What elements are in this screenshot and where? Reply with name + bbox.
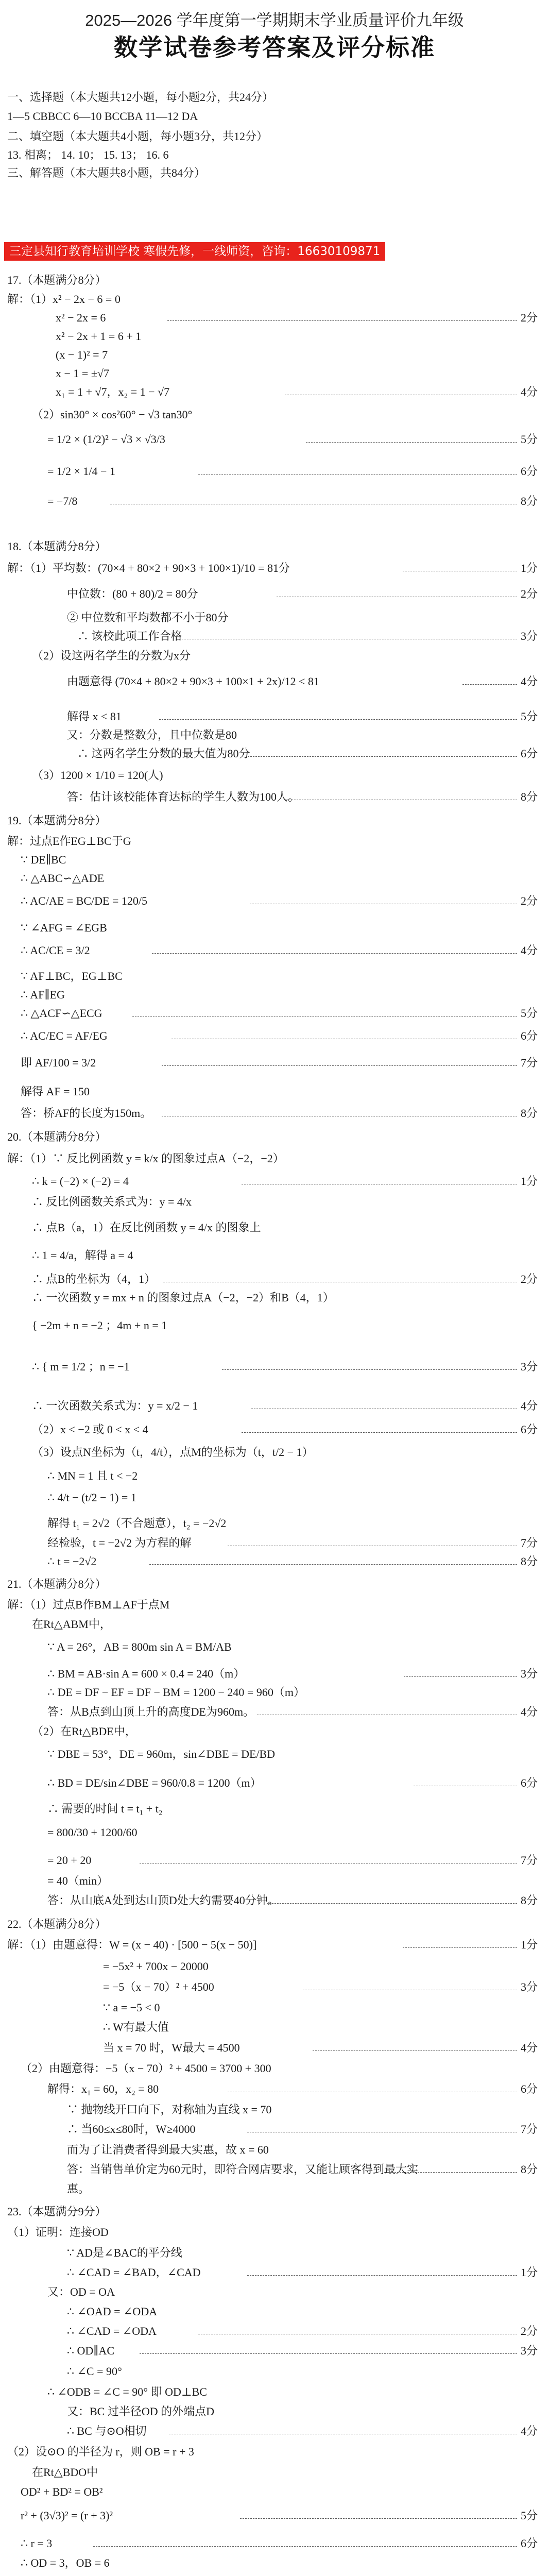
score-marker: 5分 [520, 2509, 538, 2522]
solution-line: （2）设这两名学生的分数为x分 [32, 649, 191, 662]
score-marker: 1分 [520, 562, 538, 574]
score-marker: 2分 [520, 1273, 538, 1285]
solution-line: ∵ DBE = 53°，DE = 960m，sin∠DBE = DE/BD [47, 1748, 276, 1760]
solution-line: ∴ ∠CAD = ∠BAD，∠CAD [67, 2266, 201, 2279]
dotted-leader [93, 2546, 517, 2547]
solution-line: 经检验，t = −2√2 为方程的解 [47, 1536, 192, 1549]
solution-line: ∴ MN = 1 且 t < −2 [47, 1469, 138, 1482]
score-marker: 8分 [520, 1555, 538, 1568]
dotted-leader [149, 1564, 517, 1565]
solution-line: （2）设⊙O 的半径为 r，则 OB = r + 3 [7, 2445, 194, 2458]
score-marker: 6分 [520, 1029, 538, 1042]
solution-line: ∴ 点B（a，1）在反比例函数 y = 4/x 的图象上 [32, 1221, 261, 1234]
score-marker: 3分 [520, 1980, 538, 1993]
score-marker: 6分 [520, 1423, 538, 1436]
solution-line: 23.（本题满分9分） [7, 2205, 107, 2218]
dotted-leader [159, 719, 517, 720]
solution-line: 答：估计该校能体育达标的学生人数为100人。 [67, 790, 300, 803]
solution-line: 解得 t₁ = 2√2（不合题意），t₂ = −2√2 [47, 1517, 227, 1530]
score-marker: 1分 [520, 2266, 538, 2279]
solution-line: ∴ AC/CE = 3/2 [21, 944, 90, 957]
score-marker: 3分 [520, 1360, 538, 1373]
score-marker: 2分 [520, 311, 538, 324]
score-marker: 2分 [520, 587, 538, 600]
score-marker: 6分 [520, 2537, 538, 2550]
solution-line: ∴ △ACF∽△ECG [21, 1007, 102, 1020]
solution-line: x² − 2x = 6 [56, 311, 106, 324]
solution-line: { −2m + n = −2 ；4m + n = 1 [32, 1319, 167, 1332]
solution-line: 惠。 [67, 2182, 90, 2195]
solution-line: ∴ AF∥EG [21, 988, 65, 1001]
solution-line: 13. 相离； 14. 10； 15. 13； 16. 6 [7, 148, 169, 161]
solution-line: = 1/2 × (1/2)² − √3 × √3/3 [47, 433, 165, 446]
solution-line: ∴ { m = 1/2 ；n = −1 [32, 1360, 130, 1373]
score-marker: 4分 [520, 2425, 538, 2437]
solution-line: （3）1200 × 1/10 = 120(人) [32, 769, 163, 782]
solution-line: = 1/2 × 1/4 − 1 [47, 465, 115, 478]
solution-line: （3）设点N坐标为（t，4/t），点M的坐标为（t，t/2 − 1） [32, 1446, 314, 1459]
solution-line: 答：当销售单价定为60元时，即符合网店要求，又能让顾客得到最大实 [67, 2163, 419, 2176]
solution-line: ∵ a = −5 < 0 [103, 2001, 160, 2014]
solution-line: 解得 x < 81 [67, 710, 122, 723]
solution-line: ∴ BD = DE/sin∠DBE = 960/0.8 = 1200（m） [47, 1776, 262, 1789]
solution-line: = 20 + 20 [47, 1854, 92, 1867]
solution-line: ∴ 当60≤x≤80时，W≥4000 [67, 2123, 196, 2136]
score-marker: 7分 [520, 1854, 538, 1867]
dotted-leader [306, 442, 517, 443]
solution-line: ∴ ∠C = 90° [67, 2365, 122, 2378]
solution-line: ∵ AF⊥BC，EG⊥BC [21, 970, 123, 982]
solution-line: 在Rt△ABM中， [32, 1618, 111, 1631]
solution-line: ∴ OD∥AC [67, 2344, 114, 2357]
dotted-leader [384, 2172, 517, 2173]
solution-line: 解：（1）x² − 2x − 6 = 0 [7, 293, 121, 306]
solution-line: = −5x² + 700x − 20000 [103, 1960, 209, 1973]
dotted-leader [462, 684, 517, 685]
solution-line: 19.（本题满分8分） [7, 814, 107, 827]
solution-line: 当 x = 70 时，W最大 = 4500 [103, 2041, 240, 2054]
solution-line: ∴ 4/t − (t/2 − 1) = 1 [47, 1491, 136, 1504]
solution-line: ∴ 该校此项工作合格 [77, 630, 182, 642]
solution-line: 答：从B点到山顶上升的高度DE为960m。 [47, 1705, 255, 1718]
solution-line: ∴ k = (−2) × (−2) = 4 [32, 1175, 129, 1188]
solution-line: = 800/30 + 1200/60 [47, 1826, 138, 1839]
solution-line: ∵ A = 26°，AB = 800m sin A = BM/AB [47, 1640, 232, 1653]
solution-line: 中位数：(80 + 80)/2 = 80分 [67, 587, 198, 600]
dotted-leader [247, 2275, 517, 2276]
solution-line: x₁ = 1 + √7，x₂ = 1 − √7 [56, 385, 170, 398]
score-marker: 4分 [520, 385, 538, 398]
dotted-leader [267, 1903, 517, 1904]
solution-line: 又：BC 过半径OD 的外端点D [67, 2405, 215, 2418]
dotted-leader [242, 1432, 517, 1433]
solution-line: ∵ 抛物线开口向下，对称轴为直线 x = 70 [67, 2103, 272, 2116]
solution-line: ∵ ∠AFG = ∠EGB [21, 921, 107, 934]
solution-line: ∴ r = 3 [21, 2537, 53, 2550]
solution-line: 在Rt△BDO中 [32, 2466, 98, 2479]
solution-line: ∴ ∠ODB = ∠C = 90° 即 OD⊥BC [47, 2385, 207, 2398]
solution-line: x − 1 = ±√7 [56, 367, 109, 380]
solution-line: 解：过点E作EG⊥BC于G [7, 835, 131, 848]
solution-line: 而为了让消费者得到最大实惠，故 x = 60 [67, 2143, 269, 2156]
score-marker: 3分 [520, 630, 538, 642]
dotted-leader [248, 756, 517, 757]
solution-line: ∴ OD = 3，OB = 6 [21, 2556, 110, 2569]
solution-line: = −5（x − 70）² + 4500 [103, 1980, 214, 1993]
solution-line: ∴ BC 与⊙O相切 [67, 2425, 147, 2437]
score-marker: 3分 [520, 1667, 538, 1680]
solution-line: 即 AF/100 = 3/2 [21, 1056, 96, 1069]
dotted-leader [152, 953, 517, 954]
solution-line: ∴ 反比例函数关系式为：y = 4/x [32, 1195, 192, 1208]
solution-line: ∴ 一次函数 y = mx + n 的图象过点A（−2，−2）和B（4，1） [32, 1291, 334, 1304]
solution-line: 三、解答题（本大题共8小题，共84分） [7, 166, 206, 179]
score-marker: 4分 [520, 1705, 538, 1718]
solution-line: 由题意得 (70×4 + 80×2 + 90×3 + 100×1 + 2x)/12 < 81 [67, 675, 319, 688]
solution-line: 22.（本题满分8分） [7, 1918, 107, 1930]
solution-line: 又：OD = OA [47, 2285, 115, 2298]
solution-line: （2）sin30° × cos²60° − √3 tan30° [32, 408, 193, 421]
solution-line: 17.（本题满分8分） [7, 274, 107, 286]
solution-line: 一、选择题（本大题共12小题，每小题2分，共24分） [7, 91, 274, 104]
score-marker: 7分 [520, 1056, 538, 1069]
solution-line: ∴ BM = AB·sin A = 600 × 0.4 = 240（m） [47, 1667, 245, 1680]
score-marker: 1分 [520, 1175, 538, 1188]
solution-line: （1）证明：连接OD [7, 2226, 109, 2239]
solution-line: 答：从山底A处到达山顶D处大约需要40分钟。 [47, 1894, 279, 1907]
score-marker: 2分 [520, 2325, 538, 2337]
solution-line: ∴ W有最大值 [103, 2021, 169, 2033]
solution-line: 解：（1）过点B作BM⊥AF于点M [7, 1598, 170, 1611]
score-marker: 6分 [520, 2082, 538, 2095]
solution-line: 解得 AF = 150 [21, 1085, 90, 1098]
solution-line: ∴ 点B的坐标为（4，1） [32, 1273, 156, 1285]
solution-line: ∴ AC/EC = AF/EG [21, 1029, 108, 1042]
score-marker: 5分 [520, 433, 538, 446]
solution-line: = 40（min） [47, 1874, 109, 1887]
promo-banner: 三定县知行教育培训学校 寒假先修，一线师资，咨询：16630109871 [4, 242, 385, 261]
score-marker: 6分 [520, 1776, 538, 1789]
dotted-leader [162, 1065, 517, 1066]
score-marker: 3分 [520, 2344, 538, 2357]
solution-line: （2）x < −2 或 0 < x < 4 [32, 1423, 148, 1436]
solution-line: 解：（1）∵ 反比例函数 y = k/x 的图象过点A（−2，−2） [7, 1152, 284, 1165]
score-marker: 4分 [520, 1399, 538, 1412]
solution-line: 解：（1）平均数：(70×4 + 80×2 + 90×3 + 100×1)/10 = 81分 [7, 562, 290, 574]
score-marker: 1分 [520, 1938, 538, 1951]
solution-line: ∵ DE∥BC [21, 853, 66, 866]
solution-line: x² − 2x + 1 = 6 + 1 [56, 330, 142, 343]
solution-line: 21.（本题满分8分） [7, 1578, 107, 1590]
score-marker: 2分 [520, 894, 538, 907]
solution-line: OD² + BD² = OB² [21, 2485, 103, 2498]
solution-line: 解得：x₁ = 60，x₂ = 80 [47, 2082, 159, 2095]
solution-line: r² + (3√3)² = (r + 3)² [21, 2509, 113, 2522]
score-marker: 5分 [520, 1007, 538, 1020]
exam-term-title: 2025—2026 学年度第一学期期末学业质量评价九年级 [85, 11, 464, 29]
solution-line: ∴ 需要的时间 t = t₁ + t₂ [47, 1802, 163, 1815]
score-marker: 7分 [520, 2123, 538, 2136]
solution-line: （2）由题意得：−5（x − 70）² + 4500 = 3700 + 300 [21, 2062, 271, 2075]
dotted-leader [404, 1676, 517, 1677]
score-marker: 8分 [520, 495, 538, 507]
solution-line: （2）在Rt△BDE中， [32, 1725, 136, 1738]
score-marker: 7分 [520, 1536, 538, 1549]
score-marker: 4分 [520, 675, 538, 688]
score-marker: 6分 [520, 747, 538, 760]
document-title: 数学试卷参考答案及评分标准 [114, 33, 435, 61]
score-marker: 8分 [520, 2163, 538, 2176]
score-marker: 6分 [520, 465, 538, 478]
solution-line: ∴ ∠CAD = ∠ODA [67, 2325, 157, 2337]
solution-line: ∴ AC/AE = BC/DE = 120/5 [21, 894, 147, 907]
solution-line: 1—5 CBBCC 6—10 BCCBA 11—12 DA [7, 110, 198, 123]
dotted-leader [240, 2518, 517, 2519]
solution-line: ② 中位数和平均数都不小于80分 [67, 611, 229, 624]
solution-line: 又：分数是整数分，且中位数是80 [67, 728, 237, 741]
solution-line: = −7/8 [47, 495, 78, 507]
solution-line: ∴ 1 = 4/a，解得 a = 4 [32, 1249, 133, 1262]
score-marker: 5分 [520, 710, 538, 723]
dotted-leader [313, 2050, 517, 2051]
solution-line: 解：（1）由题意得：W = (x − 40) · [500 − 5(x − 50)] [7, 1938, 257, 1951]
solution-line: 20.（本题满分8分） [7, 1130, 107, 1143]
dotted-leader [222, 1369, 517, 1370]
solution-line: ∴ ∠OAD = ∠ODA [67, 2305, 158, 2318]
score-marker: 8分 [520, 1107, 538, 1120]
dotted-leader [167, 320, 517, 321]
score-marker: 4分 [520, 944, 538, 957]
solution-line: ∵ AD是∠BAC的平分线 [67, 2246, 182, 2259]
solution-line: 二、填空题（本大题共4小题，每小题3分，共12分） [7, 130, 268, 143]
dotted-leader [403, 1947, 517, 1948]
dotted-leader [140, 2353, 517, 2354]
solution-line: ∴ 一次函数关系式为：y = x/2 − 1 [32, 1399, 198, 1412]
solution-line: ∴ △ABC∽△ADE [21, 872, 105, 885]
solution-line: (x − 1)² = 7 [56, 348, 108, 361]
solution-line: 答：桥AF的长度为150m。 [21, 1107, 152, 1120]
score-marker: 8分 [520, 790, 538, 803]
score-marker: 4分 [520, 2041, 538, 2054]
solution-line: 18.（本题满分8分） [7, 540, 107, 553]
solution-line: ∴ t = −2√2 [47, 1555, 97, 1568]
solution-line: ∴ 这两名学生分数的最大值为80分 [77, 747, 250, 760]
solution-line: ∴ DE = DF − EF = DF − BM = 1200 − 240 = 960（m） [47, 1686, 305, 1699]
score-marker: 8分 [520, 1894, 538, 1907]
